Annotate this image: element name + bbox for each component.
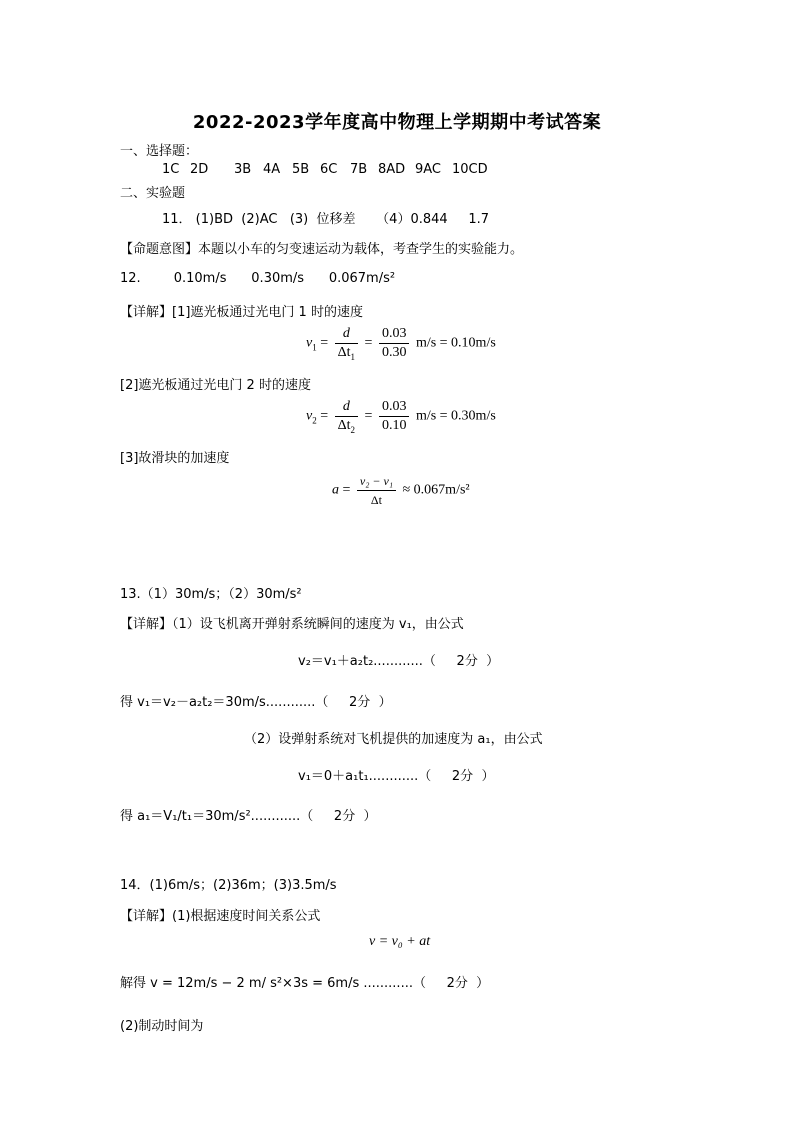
eq-numerator: 0.03 [379, 399, 410, 417]
eq-denominator: Δt [370, 493, 382, 507]
answer-item: 8AD [378, 162, 406, 177]
q13-detail-1: 【详解】（1）设飞机离开弹射系统瞬间的速度为 v₁，由公式 [120, 617, 464, 632]
eq-numerator: d [335, 326, 358, 344]
q13-result-2: 得 a₁＝V₁/t₁＝30m/s²............（ 2分 ） [120, 809, 377, 824]
eq-result: m/s = 0.30m/s [415, 408, 496, 424]
q14-answer: 14．(1)6m/s；(2)36m；(3)3.5m/s [120, 878, 337, 893]
answer-item: 3B [234, 162, 252, 177]
eq-denominator: Δt [337, 345, 351, 360]
q12-detail-3: [3]故滑块的加速度 [120, 451, 230, 466]
q13-result-1: 得 v₁＝v₂－a₂t₂＝30m/s............（ 2分 ） [120, 695, 392, 710]
q11-intent: 【命题意图】本题以小车的匀变速运动为载体，考查学生的实验能力。 [120, 242, 524, 257]
answer-item: 5B [292, 162, 310, 177]
answer-item: 10CD [452, 162, 488, 177]
q12-equation-3: a = $\frac{\text{v₂ − v₁}}{\Delta t}$ ≈ 0.067m/s² [332, 474, 470, 507]
q11-answer: 11． (1)BD (2)AC (3) 位移差 （4）0.844 1.7 [162, 212, 489, 227]
answer-item: 6C [320, 162, 338, 177]
eq-result: m/s = 0.10m/s [415, 335, 496, 351]
eq-subscript: 2 [350, 424, 356, 435]
answer-item: 9AC [415, 162, 442, 177]
q12-equation-2: $v_2$ = $\frac{d}{\Delta t_2}$ = $\frac{0.03}{0.10}$ m/s = 0.30m/s [306, 399, 496, 435]
eq-numerator: d [335, 399, 358, 417]
eq-result: ≈ 0.067m/s² [402, 482, 470, 498]
q13-equation-1: v₂＝v₁＋a₂t₂............（ 2分 ） [298, 654, 500, 669]
section-heading-experiment: 二、实验题 [120, 186, 186, 201]
eq-denominator: 0.30 [381, 345, 407, 360]
answer-item: 4A [263, 162, 281, 177]
answer-item: 7B [350, 162, 368, 177]
q14-detail-2: (2)制动时间为 [120, 1019, 204, 1034]
q12-detail-1: 【详解】[1]遮光板通过光电门 1 时的速度 [120, 305, 363, 320]
eq-numerator: v₂ − v₁ [357, 473, 396, 491]
eq-subscript: 1 [312, 342, 317, 353]
q13-equation-2: v₁＝0＋a₁t₁............（ 2分 ） [298, 769, 495, 784]
q13-answer: 13.（1）30m/s；（2）30m/s² [120, 587, 302, 602]
eq-symbol: v [306, 408, 313, 424]
answer-item: 1C [162, 162, 180, 177]
q12-equation-1: $v_1$ = $\frac{d}{\Delta t_1}$ = $\frac{0.03}{0.30}$ m/s = 0.10m/s [306, 326, 496, 362]
eq-subscript: 2 [312, 415, 317, 426]
eq-numerator: 0.03 [379, 326, 410, 344]
q14-result-1: 解得 v = 12m/s − 2 m/ s²×3s = 6m/s ............（ 2分 ） [120, 976, 490, 991]
answer-item: 2D [190, 162, 209, 177]
q13-detail-2: （2）设弹射系统对飞机提供的加速度为 a₁，由公式 [244, 732, 543, 747]
q12-detail-2: [2]遮光板通过光电门 2 时的速度 [120, 378, 311, 393]
eq-symbol: a [332, 482, 339, 498]
page-title: 2022-2023学年度高中物理上学期期中考试答案 [192, 112, 602, 133]
q12-answer: 12. 0.10m/s 0.30m/s 0.067m/s² [120, 271, 396, 286]
eq-denominator: Δt [337, 418, 351, 433]
eq-symbol: v [306, 335, 313, 351]
q14-equation-1: v = v₀ + at [369, 934, 431, 949]
eq-denominator: 0.10 [381, 418, 407, 433]
q14-detail-1: 【详解】(1)根据速度时间关系公式 [120, 909, 321, 924]
section-heading-choice: 一、选择题： [120, 144, 199, 159]
eq-subscript: 1 [350, 351, 356, 362]
